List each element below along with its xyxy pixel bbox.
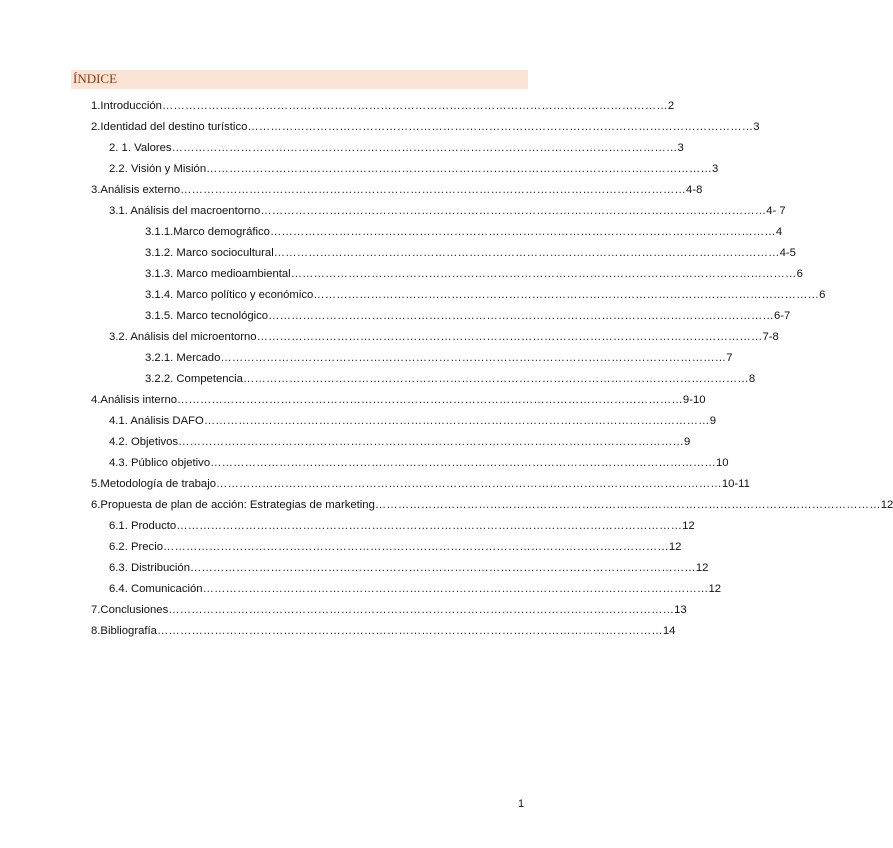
toc-entry-title: 3.1.5. Marco tecnológico [145, 310, 269, 322]
toc-entry-page: 10 [715, 457, 729, 469]
toc-entry-page: 12 [668, 541, 682, 553]
toc-entry-page: 12 [682, 520, 695, 532]
toc-entry-leader: …………………………………………………………………………………………………………………… [290, 268, 797, 280]
toc-entry-title: 6.4. Comunicación [109, 583, 203, 595]
toc-entry-title: 6.2. Precio [109, 541, 164, 553]
toc-entry-leader: …………………………………………………………………………………………………………………… [256, 331, 763, 343]
toc-entry-title: 2. 1. Valores [109, 142, 172, 154]
toc-entry[interactable] [91, 392, 706, 408]
toc-entry-page: 6-7 [773, 310, 791, 322]
toc-entry-leader: …………………………………………………………………………………………………………………… [210, 457, 716, 469]
toc-entry-leader: …………………………………………………………………………………………………………………… [242, 373, 749, 385]
toc-entry-page: 3 [712, 163, 719, 175]
toc-entry-page: 12 [708, 583, 722, 595]
toc-entry-page: 12 [880, 499, 893, 511]
toc-entry[interactable] [145, 287, 826, 303]
toc-entry-leader: …………………………………………………………………………………………………………………… [260, 205, 767, 217]
toc-entry-leader: …………………………………………………………………………………………………………………… [178, 436, 684, 448]
toc-entry-page: 9 [709, 415, 716, 427]
toc-entry-title: 3.2.1. Mercado [145, 352, 221, 364]
toc-entry-title: Análisis interno [100, 394, 178, 406]
toc-entry-title: Metodología de trabajo [100, 478, 216, 490]
toc-entry-leader: …………………………………………………………………………………………………………………… [180, 184, 687, 196]
toc-heading: ÍNDICE [73, 71, 118, 86]
toc-entry[interactable] [91, 623, 676, 639]
toc-entry-number: 7. [91, 604, 101, 616]
toc-entry-title: 6.3. Distribución [109, 562, 190, 574]
toc-entry-page: 4-5 [779, 247, 796, 259]
toc-entry[interactable] [109, 203, 786, 219]
toc-entry-title: 4.2. Objetivos [109, 436, 179, 448]
toc-entry-title: 3.1.1.Marco demográfico [145, 226, 270, 238]
toc-entry[interactable] [109, 161, 719, 177]
toc-entry-leader: …………………………………………………………………………………………………………………… [247, 121, 754, 133]
toc-entry-page: 4-8 [686, 184, 703, 196]
toc-entry-title: 3.1.4. Marco político y económico [145, 289, 314, 301]
toc-entry[interactable] [109, 455, 729, 471]
page-number: 1 [518, 798, 525, 810]
toc-entry[interactable] [145, 245, 796, 261]
toc-entry-title: Conclusiones [100, 604, 169, 616]
toc-entry[interactable] [91, 119, 760, 135]
toc-entry-number: 4. [91, 394, 101, 406]
toc-entry[interactable] [145, 266, 803, 282]
toc-entry-page: 7-8 [762, 331, 779, 343]
toc-entry[interactable] [109, 560, 709, 576]
toc-entry-leader: …………………………………………………………………………………………………………………… [156, 625, 663, 637]
toc-entry-leader: …………………………………………………………………………………………………………………… [176, 520, 683, 532]
toc-entry-leader: …………………………………………………………………………………………………………………… [202, 583, 709, 595]
toc-entry-number: 2. [91, 121, 101, 133]
toc-entry-page: 6 [819, 289, 826, 301]
toc-entry-title: 4.1. Análisis DAFO [109, 415, 204, 427]
toc-entry-page: 4 [775, 226, 783, 238]
toc-entry-page: 4- 7 [766, 205, 786, 217]
toc-entry-number: 6. [91, 499, 101, 511]
toc-entry-leader: …………………………………………………………………………………………………………………… [161, 100, 668, 112]
toc-entry[interactable] [109, 518, 695, 534]
toc-entry-title: 2.2. Visión y Misión [109, 163, 207, 175]
toc-entry-leader: …………………………………………………………………………………………………………………… [374, 499, 881, 511]
toc-entry[interactable] [145, 350, 733, 366]
toc-entry-page: 8 [748, 373, 756, 385]
toc-entry-title: 6.1. Producto [109, 520, 177, 532]
toc-entry-page: 3 [753, 121, 760, 133]
toc-entry[interactable] [109, 329, 779, 345]
toc-entry-page: 12 [695, 562, 709, 574]
toc-entry-page: 10-11 [721, 478, 750, 490]
toc-entry-page: 2 [667, 100, 675, 112]
toc-entry-title: 3.2. Análisis del microentorno [109, 331, 257, 343]
toc-heading-bar [71, 70, 528, 89]
toc-entry-title: 3.1. Análisis del macroentorno [109, 205, 261, 217]
toc-entry[interactable] [91, 182, 703, 198]
toc-entry-number: 1. [91, 100, 101, 112]
toc-entry-page: 7 [726, 352, 733, 364]
toc-entry[interactable] [145, 371, 756, 387]
toc-entry-title: Bibliografía [100, 625, 157, 637]
toc-entry[interactable] [109, 539, 682, 555]
toc-entry-leader: …………………………………………………………………………………………………………………… [273, 247, 780, 259]
toc-entry-leader: …………………………………………………………………………………………………………………… [268, 310, 774, 322]
toc-entry-number: 8. [91, 625, 101, 637]
toc-entry[interactable] [109, 434, 691, 450]
toc-entry[interactable] [109, 140, 684, 156]
toc-entry[interactable] [109, 581, 722, 597]
toc-entry-title: Introducción [100, 100, 162, 112]
toc-entry[interactable] [145, 224, 783, 240]
toc-entry-leader: …………………………………………………………………………………………………………………… [203, 415, 710, 427]
toc-entry[interactable] [91, 602, 687, 618]
toc-entry-leader: …………………………………………………………………………………………………………………… [313, 289, 820, 301]
toc-entry-title: Propuesta de plan de acción: Estrategias de marketing [100, 499, 375, 511]
toc-entry-title: 3.2.2. Competencia [145, 373, 243, 385]
toc-entry-page: 6 [796, 268, 803, 280]
toc-entry-leader: …………………………………………………………………………………………………………………… [168, 604, 675, 616]
toc-entry-title: 4.3. Público objetivo [109, 457, 211, 469]
toc-entry-title: 3.1.3. Marco medioambiental [145, 268, 291, 280]
toc-entry-number: 5. [91, 478, 101, 490]
toc-entry-title: 3.1.2. Marco sociocultural [145, 247, 274, 259]
toc-entry-page: 9-10 [682, 394, 706, 406]
toc-entry-leader: …………………………………………………………………………………………………………………… [206, 163, 712, 175]
toc-entry-number: 3. [91, 184, 101, 196]
toc-entry[interactable] [91, 497, 893, 513]
toc-entry[interactable] [91, 476, 750, 492]
toc-entry-leader: …………………………………………………………………………………………………………………… [190, 562, 696, 574]
toc-entry[interactable] [91, 98, 675, 114]
toc-entry-page: 14 [662, 625, 676, 637]
toc-entry[interactable] [145, 308, 791, 324]
toc-entry-leader: …………………………………………………………………………………………………………………… [269, 226, 776, 238]
toc-entry-leader: …………………………………………………………………………………………………………………… [171, 142, 678, 154]
toc-entry-leader: …………………………………………………………………………………………………………………… [220, 352, 727, 364]
toc-entry-page: 3 [677, 142, 684, 154]
toc-entry-title: Identidad del destino turístico [100, 121, 248, 133]
toc-entry-page: 13 [674, 604, 687, 616]
toc-entry[interactable] [109, 413, 716, 429]
toc-entry-page: 9 [683, 436, 691, 448]
toc-entry-title: Análisis externo [100, 184, 181, 196]
toc-entry-leader: …………………………………………………………………………………………………………………… [163, 541, 669, 553]
toc-entry-leader: …………………………………………………………………………………………………………………… [215, 478, 722, 490]
toc-entry-leader: …………………………………………………………………………………………………………………… [177, 394, 683, 406]
